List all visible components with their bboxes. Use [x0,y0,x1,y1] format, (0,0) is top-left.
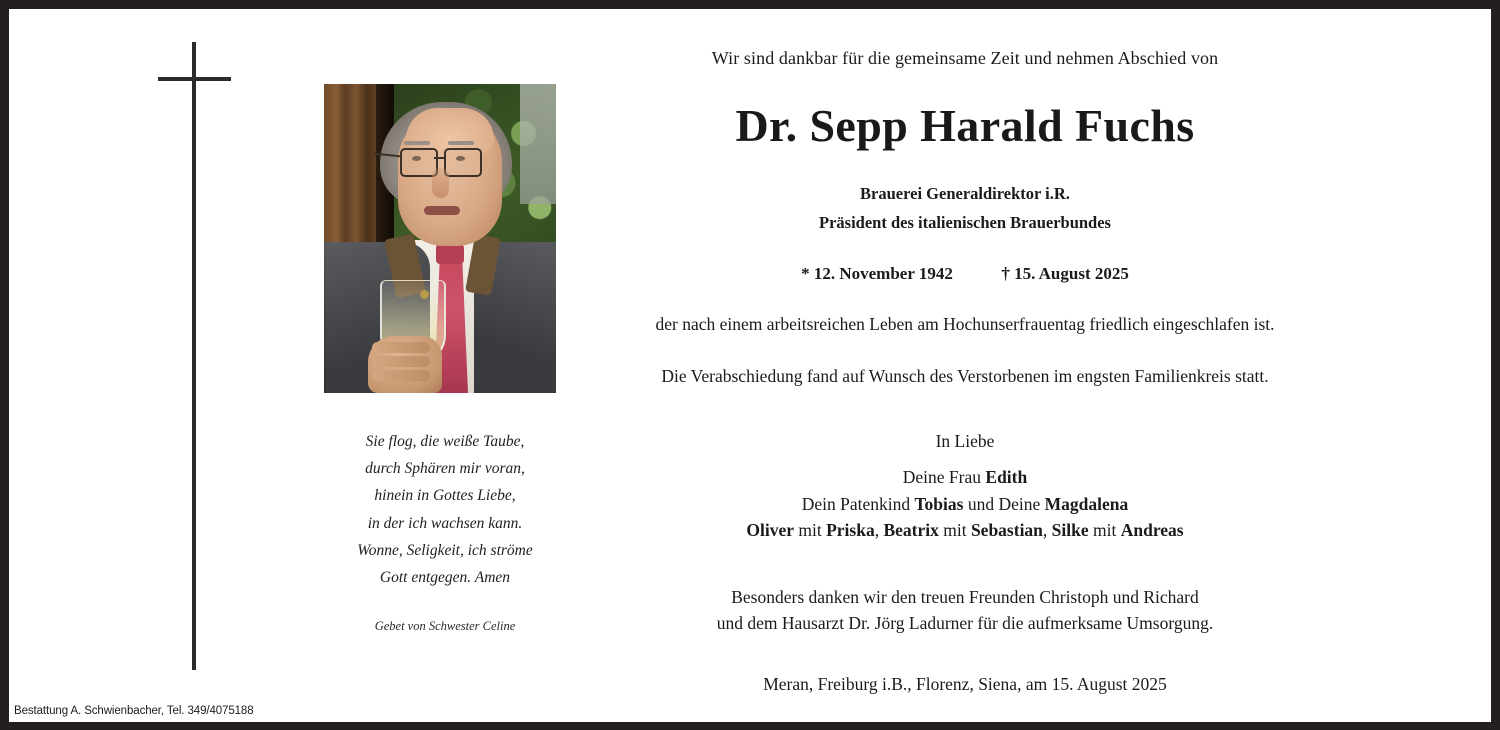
frame-border-left [0,0,9,730]
family-text: Dein Patenkind [801,493,915,514]
deceased-titles [580,179,1350,237]
verse-line: in der ich wachsen kann. [367,514,523,532]
funeral-home-credit: Bestattung A. Schwienbacher, Tel. 349/4075188 [14,705,254,717]
photo-glasses-lens-right [444,148,482,177]
verse-line: Sie flog, die weiße Taube, [365,433,525,450]
verse-line: durch Sphären mir voran, [365,460,525,478]
portrait-photo [324,84,556,393]
verse-line: Gott entgegen. Amen [379,569,511,587]
family-name: Priska [826,520,875,540]
intro-line: Wir sind dankbar für die gemeinsame Zeit und nehmen Abschied von [711,48,1219,68]
paragraph-funeral: Die Verabschiedung fand auf Wunsch des Verstorbenen im engsten Familienkreis statt. [661,366,1269,386]
cross-icon-vertical-stroke [192,42,196,670]
title-line-1: Brauerei Generaldirektor i.R. [860,184,1070,203]
family-line-wife [580,464,1350,491]
cross-icon-horizontal-stroke [158,77,231,81]
frame-border-top [0,0,1500,9]
family-name: Edith [985,467,1028,487]
verse-attribution: Gebet von Schwester Celine [374,619,516,633]
family-name: Beatrix [883,520,939,540]
family-list [580,464,1350,544]
verse-line: hinein in Gottes Liebe, [374,487,516,505]
family-text: , [874,520,884,540]
life-dates [580,264,1350,284]
photo-glasses-bridge [434,157,444,159]
prayer-verse [300,428,590,591]
thanks-line-2: und dem Hausarzt Dr. Jörg Ladurner für die aufmerksame Umsorgung. [716,612,1214,633]
birth-date: * 12. November 1942 [801,264,953,283]
family-text: Deine Frau [902,467,986,487]
family-name: Tobias [914,493,964,514]
photo-wine-glass-emblem [420,290,429,299]
photo-finger [372,370,430,381]
photo-eyebrow-left [404,141,430,145]
family-text: mit [938,520,971,540]
family-line-godchild [580,491,1350,518]
family-text: , [1042,520,1052,540]
photo-mouth [424,206,460,215]
deceased-name: Dr. Sepp Harald Fuchs [735,100,1195,151]
place-and-date: Meran, Freiburg i.B., Florenz, Siena, am 15. August 2025 [763,673,1167,694]
photo-background-wall [520,84,556,204]
thanks-paragraph [580,584,1350,636]
family-text: mit [1088,520,1121,540]
photo-chin [412,216,486,252]
title-line-2: Präsident des italienischen Brauerbundes [819,213,1111,232]
family-name: Andreas [1120,520,1184,540]
paragraph-passing: der nach einem arbeitsreichen Leben am Hochunserfrauentag friedlich eingeschlafen ist. [655,314,1275,334]
photo-finger [372,356,430,367]
frame-border-right [1491,0,1500,730]
verse-line: Wonne, Seligkeit, ich ströme [357,541,533,559]
photo-finger [372,342,430,353]
photo-eyebrow-right [448,141,474,145]
family-name: Sebastian [970,520,1043,540]
frame-border-bottom [0,722,1500,730]
death-date: † 15. August 2025 [1001,264,1129,283]
family-name: Magdalena [1044,493,1129,514]
family-name: Silke [1051,520,1089,540]
photo-nose [432,168,449,198]
family-name: Oliver [746,520,794,540]
family-line-couples [580,517,1350,544]
family-text: und Deine [963,493,1045,514]
notice-text-column [580,46,1350,695]
in-love-label: In Liebe [935,431,995,451]
family-text: mit [793,520,827,540]
thanks-line-1: Besonders danken wir den treuen Freunden Christoph und Richard [731,586,1199,607]
